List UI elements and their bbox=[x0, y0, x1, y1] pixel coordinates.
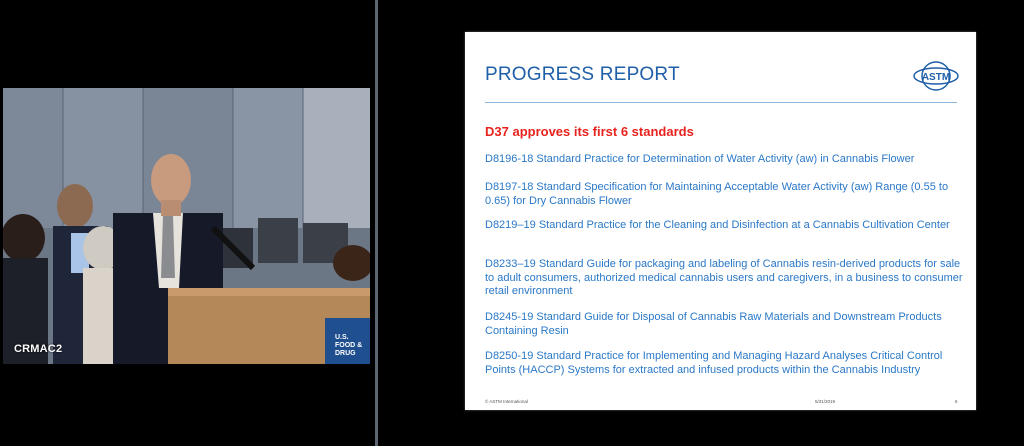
standard-item: D8233–19 Standard Guide for packaging and labeling of Cannabis resin-derived products for sale to adult consumers, authorized medical cannabis users and caregivers, in a business to consumer retail environment bbox=[485, 258, 963, 297]
camera-feed bbox=[3, 88, 370, 364]
panel-divider bbox=[375, 0, 378, 446]
astm-logo bbox=[911, 56, 961, 96]
standard-item: D8245-19 Standard Guide for Disposal of Cannabis Raw Materials and Downstream Products Containing Resin bbox=[485, 311, 942, 337]
camera-label: CRMAC2 bbox=[14, 343, 63, 355]
slide-title: PROGRESS REPORT bbox=[485, 64, 680, 85]
title-rule bbox=[485, 102, 957, 103]
astm-logo-text: ASTM bbox=[921, 72, 951, 83]
standard-item: D8219–19 Standard Practice for the Cleaning and Disinfection at a Cannabis Cultivation Center bbox=[485, 219, 950, 231]
slide-page-number: 6 bbox=[955, 399, 958, 404]
presentation-slide bbox=[465, 32, 976, 410]
camera-scene bbox=[3, 88, 370, 364]
slide-footer-copyright: © ASTM International bbox=[485, 399, 528, 404]
slide-headline: D37 approves its first 6 standards bbox=[485, 124, 694, 139]
podium-sign: U.S. FOOD & DRUG bbox=[335, 334, 363, 357]
standard-item: D8196-18 Standard Practice for Determination of Water Activity (aw) in Cannabis Flower bbox=[485, 153, 915, 165]
standard-item: D8250-19 Standard Practice for Implementing and Managing Hazard Analyses Critical Control Points (HACCP) Systems for extracted and infused products within the Cannabis Industry bbox=[485, 350, 943, 376]
slide-footer-date: 5/31/2019 bbox=[815, 399, 836, 404]
standard-item: D8197-18 Standard Specification for Maintaining Acceptable Water Activity (aw) Range (0.55 to 0.65) for Dry Cannabis Flower bbox=[485, 181, 949, 207]
